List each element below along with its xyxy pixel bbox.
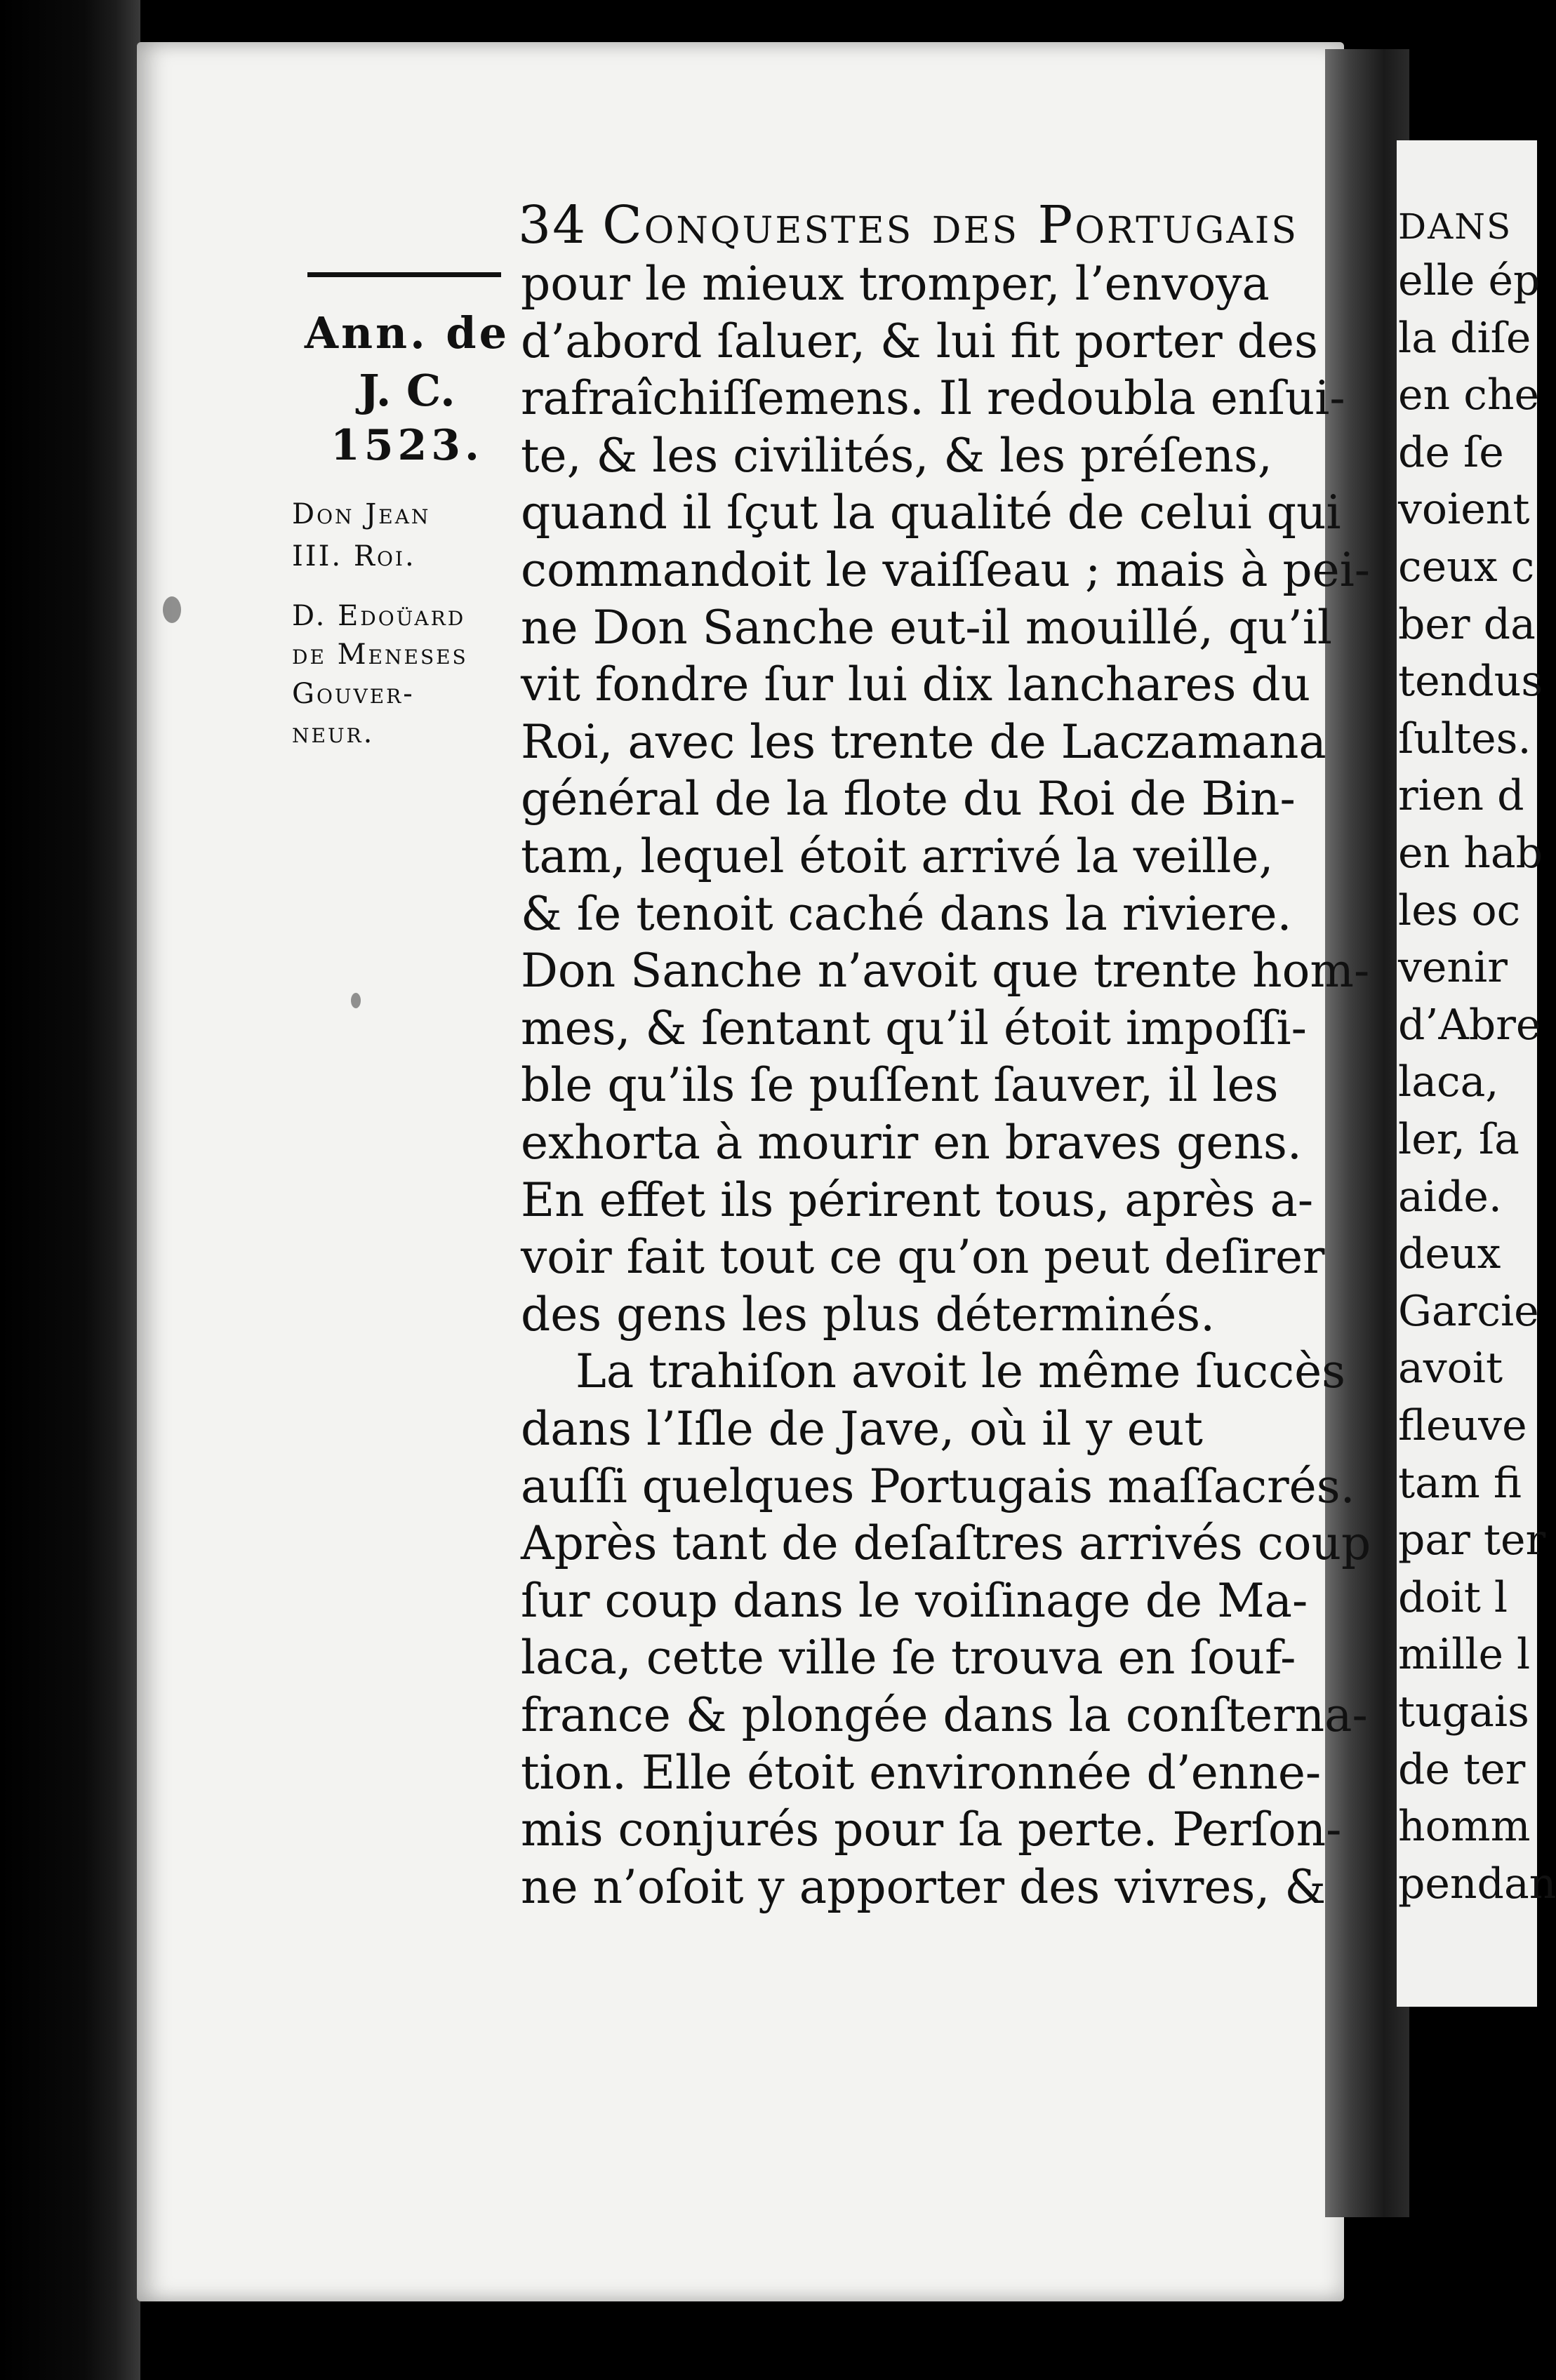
text-line: mis conjurés pour ſa perte. Perſon- [521, 1803, 1342, 1857]
text-line: commandoit le vaiſſeau ; mais à pei- [521, 543, 1371, 597]
text-line: général de la flote du Roi de Bin- [521, 772, 1296, 827]
right-page-line-fragment: fleuve [1398, 1401, 1527, 1450]
right-page-line-fragment: laca, [1398, 1057, 1499, 1107]
text-line: tion. Elle étoit environnée d’enne- [521, 1745, 1322, 1800]
text-line: ble qu’ils ſe puſſent ſauver, il les [521, 1058, 1279, 1113]
text-line: Roi, avec les trente de Laczamana [521, 714, 1326, 769]
right-page-line-fragment: elle ép [1398, 256, 1541, 305]
right-page-line-fragment: homm [1398, 1802, 1531, 1852]
right-page-line-fragment: tam fi [1398, 1458, 1522, 1508]
right-page-line-fragment: tendus [1398, 657, 1543, 707]
text-line: ne n’oſoit y apporter des vivres, & [521, 1859, 1326, 1914]
text-line: te, & les civilités, & les préſens, [521, 428, 1272, 483]
margin-rule [307, 272, 501, 277]
right-page-line-fragment: tugais [1398, 1687, 1529, 1737]
text-line: Après tant de deſaſtres arrivés coup [521, 1516, 1371, 1571]
right-page-line-fragment: ber da [1398, 599, 1536, 649]
right-page-line-fragment: par ter [1398, 1516, 1546, 1565]
right-page-line-fragment: rien d [1398, 771, 1524, 821]
text-line: & ſe tenoit caché dans la riviere. [521, 886, 1292, 941]
margin-era: J. C. [359, 365, 456, 416]
running-title: Conquestes des Portugais [602, 195, 1298, 255]
right-page-line-fragment: avoit [1398, 1344, 1503, 1393]
right-page-line-fragment: ſultes. [1398, 714, 1531, 763]
book-spine-left [0, 0, 140, 2380]
right-page-line-fragment: deux [1398, 1229, 1501, 1279]
text-line: Don Sanche n’avoit que trente hom- [521, 944, 1370, 998]
right-page-line-fragment: Garcie [1398, 1286, 1539, 1336]
text-line: rafraîchiſſemens. Il redoubla enſui- [521, 371, 1345, 426]
right-page-line-fragment: aide. [1398, 1172, 1502, 1222]
ink-smudge [351, 993, 361, 1008]
text-line: En effet ils périrent tous, après a- [521, 1172, 1314, 1227]
text-line: ſur coup dans le voiſinage de Ma- [521, 1573, 1308, 1628]
text-line: ne Don Sanche eut-il mouillé, qu’il [521, 600, 1332, 655]
right-page-line-fragment: ceux c [1398, 542, 1535, 591]
text-line: exhorta à mourir en braves gens. [521, 1116, 1302, 1170]
right-page-line-fragment: en che [1398, 370, 1539, 420]
margin-year-label: Ann. de [304, 307, 510, 359]
running-header [518, 195, 1298, 255]
text-line: quand il ſçut la qualité de celui qui [521, 486, 1341, 540]
margin-year: 1523. [331, 421, 484, 470]
margin-governor-line4: neur. [292, 717, 375, 749]
right-page-fragment [1397, 140, 1556, 2007]
right-page-line-fragment: la diſe [1398, 313, 1531, 363]
margin-king-line2: III. Roi. [292, 540, 416, 573]
right-page-line-fragment: venir [1398, 943, 1508, 993]
margin-governor-line2: de Meneses [292, 639, 468, 671]
margin-governor-line1: D. Edoüard [292, 600, 466, 632]
text-line: dans l’Iſle de Jave, où il y eut [521, 1402, 1203, 1456]
text-line: La trahiſon avoit le même ſuccès [576, 1344, 1346, 1399]
margin-king-line1: Don Jean [292, 498, 431, 530]
page-number: 34 [518, 195, 587, 255]
text-line: france & plongée dans la conſterna- [521, 1688, 1368, 1742]
right-page-line-fragment: les oc [1398, 885, 1521, 935]
ink-smudge [163, 596, 181, 623]
text-line: pour le mieux tromper, l’envoya [521, 257, 1270, 311]
right-page-line-fragment: en hab [1398, 829, 1543, 878]
text-line: des gens les plus déterminés. [521, 1287, 1216, 1342]
text-line: voir fait tout ce qu’on peut deſirer [521, 1230, 1325, 1285]
right-page-line-fragment: de ter [1398, 1744, 1526, 1794]
right-page-header-fragment: DANS [1398, 206, 1512, 247]
right-page-line-fragment: d’Abre [1398, 1000, 1541, 1050]
text-line: d’abord ſaluer, & lui fit porter des [521, 314, 1318, 368]
text-line: vit fondre ſur lui dix lanchares du [521, 657, 1311, 712]
right-page-line-fragment: doit l [1398, 1572, 1508, 1622]
right-page-line-fragment: voient [1398, 485, 1530, 535]
right-page-line-fragment: de ſe [1398, 427, 1504, 477]
text-line: auſſi quelques Portugais maſſacrés. [521, 1459, 1355, 1513]
text-line: mes, & ſentant qu’il étoit impoſſi- [521, 1001, 1307, 1055]
text-line: laca, cette ville ſe trouva en ſouf- [521, 1631, 1296, 1685]
margin-governor-line3: Gouver- [292, 678, 415, 710]
right-page-line-fragment: mille l [1398, 1630, 1531, 1680]
right-page-line-fragment: ler, ſa [1398, 1115, 1520, 1164]
right-page-line-fragment: pendan [1398, 1859, 1556, 1908]
text-line: tam, lequel étoit arrivé la veille, [521, 829, 1274, 883]
